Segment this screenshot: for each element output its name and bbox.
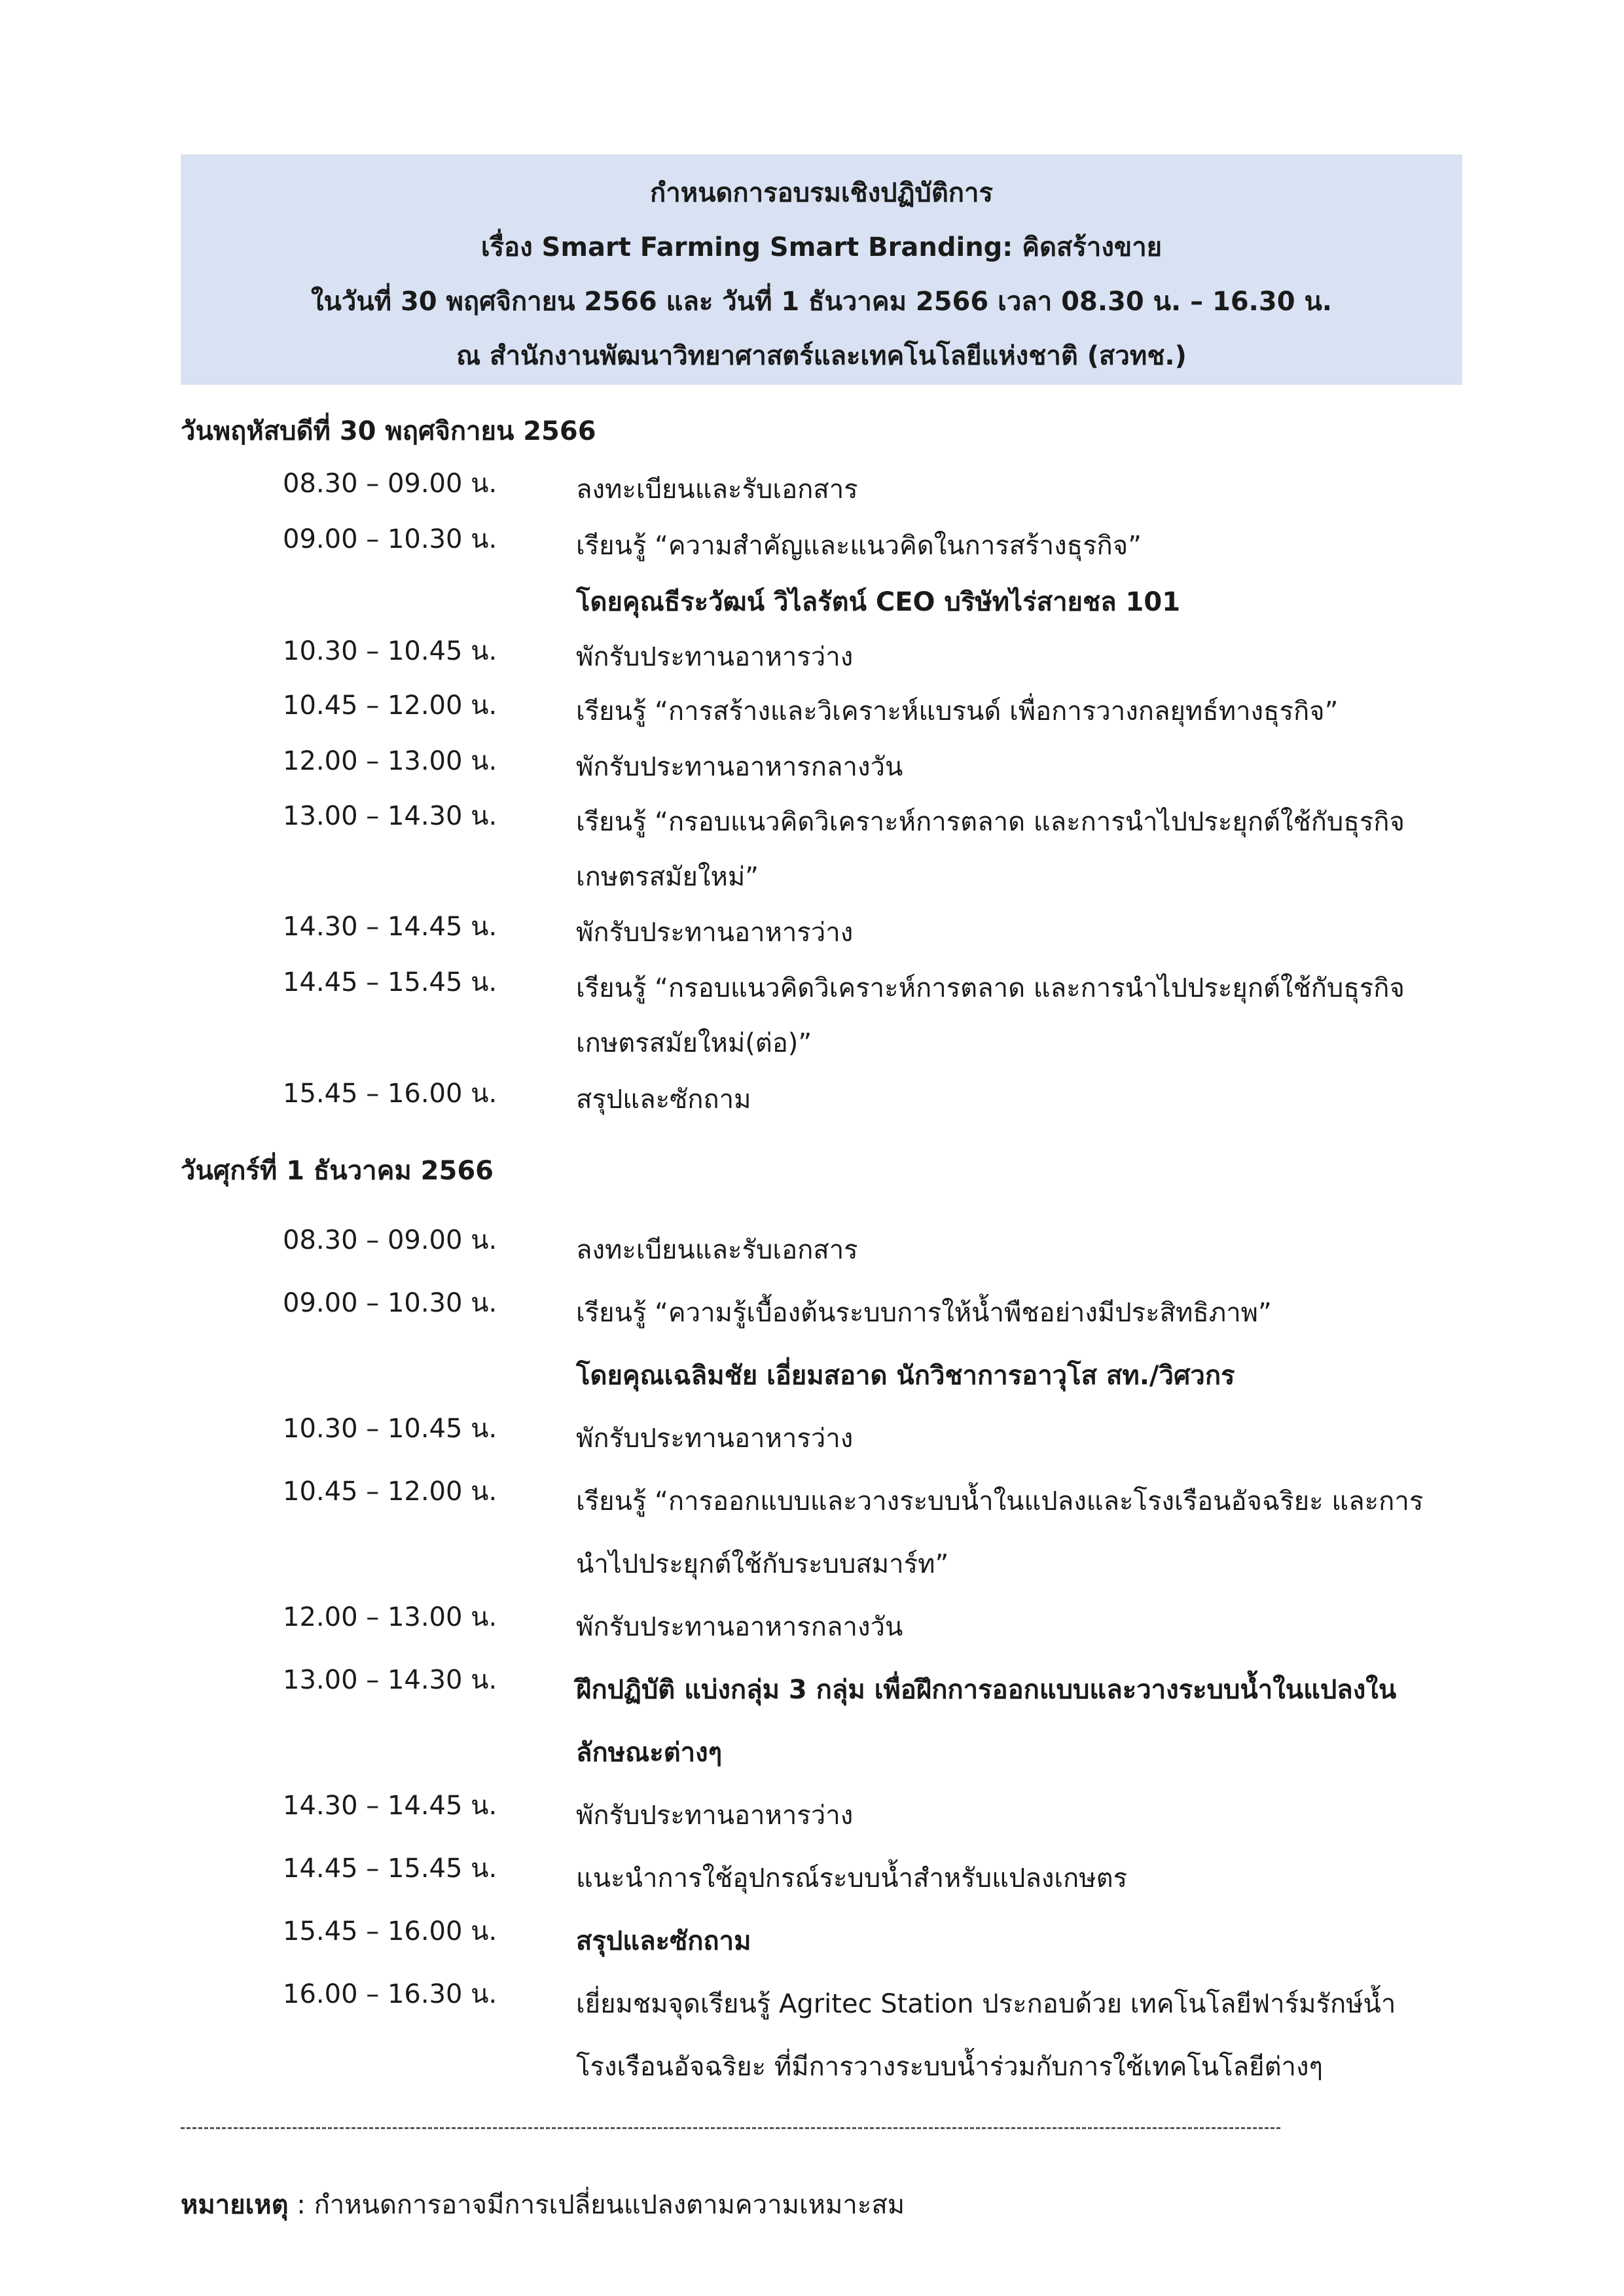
- speaker: โดยคุณเฉลิมชัย เอี่ยมสอาด นักวิชาการอาวุโส สท./วิศวกร: [576, 1361, 1235, 1391]
- time-slot: 10.30 – 10.45 น.: [283, 636, 497, 666]
- time-slot: 09.00 – 10.30 น.: [283, 524, 497, 554]
- activity: เรียนรู้ “ความสำคัญและแนวคิดในการสร้างธุรกิจ” โดยคุณธีระวัฒน์ วิไลรัตน์ CEO บริษัทไร่สายชล 101: [576, 518, 1466, 630]
- activity: เรียนรู้ “การออกแบบและวางระบบน้ำในแปลงและโรงเรือนอัจฉริยะ และการ นำไปประยุกต์ใช้กับระบบสมาร์ท”: [576, 1486, 1424, 1579]
- activity: เรียนรู้ “กรอบแนวคิดวิเคราะห์การตลาด และการนำไปประยุกต์ใช้กับธุรกิจ เกษตรสมัยใหม่(ต่อ)”: [576, 973, 1405, 1058]
- activity: เรียนรู้ “การสร้างและวิเคราะห์แบรนด์ เพื่อการวางกลยุทธ์ทางธุรกิจ”: [576, 696, 1339, 726]
- time-slot: 13.00 – 14.30 น.: [283, 801, 497, 831]
- activity: ลงทะเบียนและรับเอกสาร: [576, 475, 858, 505]
- activity: พักรับประทานอาหารว่าง: [576, 642, 854, 672]
- activity: พักรับประทานอาหารกลางวัน: [576, 1612, 903, 1642]
- activity: สรุปและซักถาม: [576, 1926, 751, 1956]
- footnote-label: หมายเหตุ: [181, 2190, 289, 2220]
- activity: เรียนรู้ “ความรู้เบื้องต้นระบบการให้น้ำพืชอย่างมีประสิทธิภาพ” โดยคุณเฉลิมชัย เอี่ยมสอาด นักวิชาการอาวุโส สท./วิศวกร: [576, 1282, 1466, 1407]
- dashed-separator: [181, 2127, 1280, 2129]
- time-slot: 12.00 – 13.00 น.: [283, 746, 497, 776]
- time-slot: 15.45 – 16.00 น.: [283, 1079, 497, 1109]
- time-slot: 14.30 – 14.45 น.: [283, 912, 497, 942]
- day2-title: วันศุกร์ที่ 1 ธันวาคม 2566: [181, 1156, 494, 1186]
- footnote: [181, 2183, 905, 2225]
- activity: สรุปและซักถาม: [576, 1085, 751, 1115]
- header-venue: ณ สำนักงานพัฒนาวิทยาศาสตร์และเทคโนโลยีแห่งชาติ (สวทช.): [456, 341, 1187, 371]
- time-slot: 14.45 – 15.45 น.: [283, 1854, 497, 1884]
- activity: แนะนำการใช้อุปกรณ์ระบบน้ำสำหรับแปลงเกษตร: [576, 1863, 1128, 1893]
- activity: พักรับประทานอาหารกลางวัน: [576, 752, 903, 782]
- activity: เยี่ยมชมจุดเรียนรู้ Agritec Station ประกอบด้วย เทคโนโลยีฟาร์มรักษ์น้ำ โรงเรือนอัจฉริยะ ที่มีการวางระบบน้ำร่วมกับการใช้เทคโนโลยีต่างๆ: [576, 1989, 1396, 2082]
- day1-title: วันพฤหัสบดีที่ 30 พฤศจิกายน 2566: [181, 416, 596, 446]
- time-slot: 15.45 – 16.00 น.: [283, 1916, 497, 1946]
- speaker: โดยคุณธีระวัฒน์ วิไลรัตน์ CEO บริษัทไร่สายชล 101: [576, 587, 1181, 617]
- time-slot: 10.30 – 10.45 น.: [283, 1414, 497, 1444]
- header-subject: เรื่อง Smart Farming Smart Branding: คิดสร้างขาย: [480, 232, 1163, 262]
- footnote-text: : กำหนดการอาจมีการเปลี่ยนแปลงตามความเหมาะสม: [288, 2190, 905, 2220]
- activity: พักรับประทานอาหารว่าง: [576, 918, 854, 948]
- time-slot: 08.30 – 09.00 น.: [283, 1225, 497, 1255]
- header-date: ในวันที่ 30 พฤศจิกายน 2566 และ วันที่ 1 ธันวาคม 2566 เวลา 08.30 น. – 16.30 น.: [310, 287, 1333, 317]
- time-slot: 14.30 – 14.45 น.: [283, 1791, 497, 1821]
- header-box: [181, 154, 1462, 385]
- time-slot: 10.45 – 12.00 น.: [283, 691, 497, 721]
- time-slot: 08.30 – 09.00 น.: [283, 469, 497, 499]
- time-slot: 16.00 – 16.30 น.: [283, 1979, 497, 2009]
- time-slot: 10.45 – 12.00 น.: [283, 1477, 497, 1507]
- activity: เรียนรู้ “กรอบแนวคิดวิเคราะห์การตลาด และการนำไปประยุกต์ใช้กับธุรกิจ เกษตรสมัยใหม่”: [576, 807, 1405, 892]
- activity: พักรับประทานอาหารว่าง: [576, 1424, 854, 1454]
- time-slot: 09.00 – 10.30 น.: [283, 1288, 497, 1318]
- time-slot: 12.00 – 13.00 น.: [283, 1602, 497, 1632]
- header-title: กำหนดการอบรมเชิงปฏิบัติการ: [650, 178, 993, 208]
- time-slot: 14.45 – 15.45 น.: [283, 967, 497, 997]
- time-slot: 13.00 – 14.30 น.: [283, 1665, 497, 1695]
- activity: ฝึกปฏิบัติ แบ่งกลุ่ม 3 กลุ่ม เพื่อฝึกการออกแบบและวางระบบน้ำในแปลงใน ลักษณะต่างๆ: [576, 1675, 1397, 1768]
- activity: ลงทะเบียนและรับเอกสาร: [576, 1235, 858, 1265]
- activity: พักรับประทานอาหารว่าง: [576, 1801, 854, 1831]
